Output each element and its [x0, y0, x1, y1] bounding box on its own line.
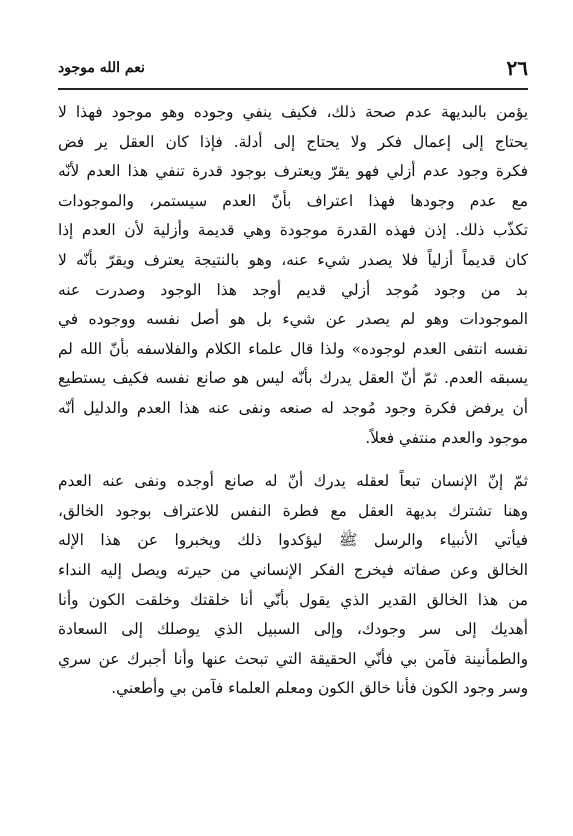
- text-line: يحتاج إلى إعمال فكر ولا يحتاج إلى أدلة. فإذا كان العقل ير فض: [58, 132, 528, 151]
- text-line: وهنا تشترك بديهة العقل مع فطرة النفس للاعتراف بوجود الخالق،: [58, 501, 528, 520]
- paragraph-spacer: [58, 453, 528, 467]
- page-body: [58, 98, 528, 704]
- page-number: ٢٦: [506, 56, 528, 80]
- text-line: يؤمن بالبديهة عدم صحة ذلك، فكيف ينفي وجوده وهو موجود فهذا لا: [58, 103, 528, 121]
- header-divider: [58, 88, 528, 90]
- text-line: بد من وجود مُوجد أزلي قديم أوجد هذا الوجود وصدرت عنه: [58, 280, 528, 299]
- text-line: موجود والعدم منتفي فعلاً.: [365, 428, 528, 447]
- text-line: مع عدم وجودها فهذا اعتراف بأنّ العدم سيستمر، والموجودات: [58, 191, 528, 210]
- text-line: الموجودات وهو لم يصدر عن شيء بل هو أصل نفسه ووجوده في: [58, 310, 528, 329]
- text-line: أهديك إلى سر وجودك، وإلى السبيل الذي يوصلك إلى السعادة: [58, 620, 528, 639]
- text-line: نفسه انتفى العدم لوجوده» ولذا قال علماء الكلام والفلاسفه بأنّ الله لم: [58, 339, 528, 358]
- paragraph-1: [58, 98, 528, 453]
- text-line: والطمأنينة فآمن بي فأنّي الحقيقة التي تبحث عنها وأنا أجبرك عن سري: [58, 649, 528, 668]
- text-line: من هذا الخالق القدير الذي يقول بأنّي أنا خلقتك وخلقت الكون وأنا: [58, 590, 528, 609]
- running-title: نعم الله موجود: [58, 60, 145, 76]
- text-line: تكذّب ذلك. إذن فهذه القدرة موجودة وهي قديمة وأزلية لأن العدم إذا: [58, 221, 528, 240]
- paragraph-2: [58, 467, 528, 704]
- text-line: كان قديماً أزلياً فلا يصدر شيء عنه، وهو بالنتيجة يعترف ويقرّ بأنّه لا: [58, 250, 528, 269]
- text-line: فيأتي الأنبياء والرسل ﷺ ليؤكدوا ذلك ويخبروا عن هذا الإله: [58, 531, 528, 550]
- text-line: أن يرفض فكرة وجود مُوجد له صنعه ونفى عنه هذا العدم والدليل أنّه: [58, 398, 528, 417]
- text-line: الخالق وعن صفاته فيخرج الفكر الإنساني من حيرته ويصل إليه النداء: [58, 560, 528, 579]
- text-line: ثمّ إنّ الإنسان تبعاً لعقله يدرك أنّ له صانع أوجده ونفى عنه العدم: [58, 472, 528, 491]
- page-header: [58, 56, 528, 88]
- text-line: فكرة وجود عدم أزلي فهو يقرّ ويعترف بوجود قدرة تنفي هذا العدم لأنّه: [58, 162, 528, 181]
- text-line: وسر وجود الكون فأنا خالق الكون ومعلم العلماء فآمن بي وأطعني.: [111, 679, 528, 698]
- text-line: يسبقه العدم. ثمّ أنّ العقل يدرك بأنّه ليس هو صانع نفسه فكيف يستطيع: [58, 369, 528, 388]
